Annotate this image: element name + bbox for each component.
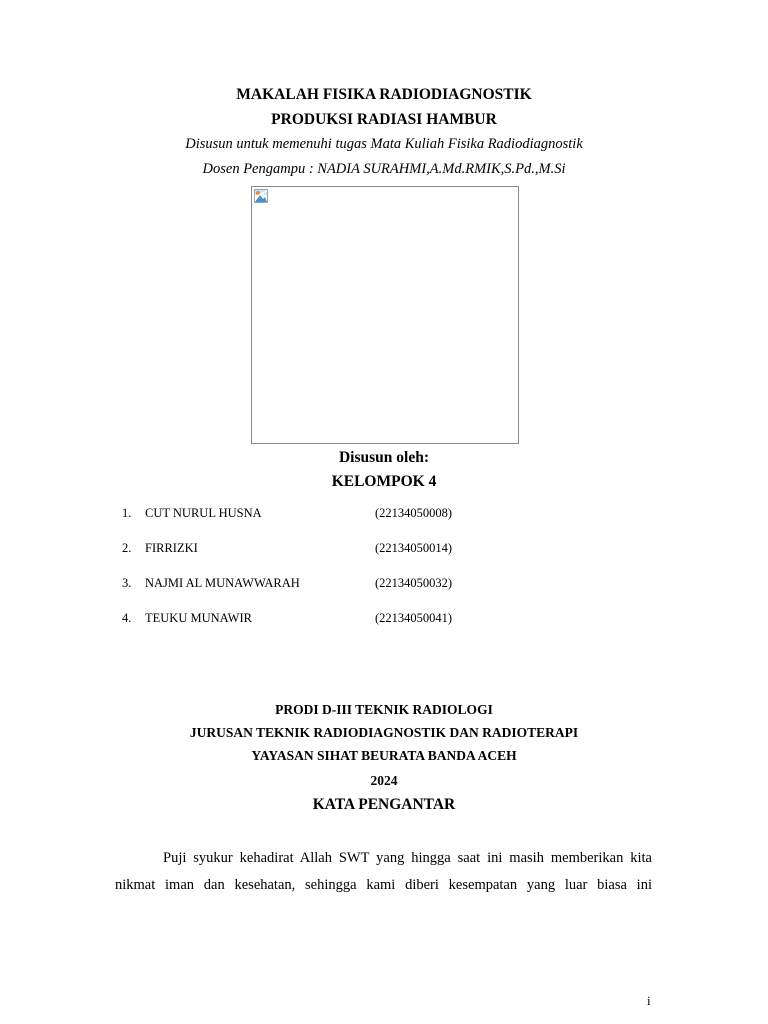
member-number: 2. xyxy=(122,541,132,555)
authors-label: Disusun oleh: xyxy=(338,449,430,466)
member-name: NAJMI AL MUNAWWARAH xyxy=(145,576,300,590)
member-name: CUT NURUL HUSNA xyxy=(145,506,262,520)
member-number: 1. xyxy=(122,506,132,520)
yayasan-line: YAYASAN SIHAT BEURATA BANDA ACEH xyxy=(251,748,517,763)
document-purpose: Disusun untuk memenuhi tugas Mata Kuliah Fisika Radiodiagnostik xyxy=(185,136,583,152)
cover-image-placeholder xyxy=(251,186,519,444)
section-heading: KATA PENGANTAR xyxy=(312,796,456,813)
member-number: 3. xyxy=(122,576,132,590)
member-number: 4. xyxy=(122,611,132,625)
member-id: (22134050014) xyxy=(375,541,453,555)
member-id: (22134050008) xyxy=(375,506,453,520)
broken-image-icon xyxy=(253,188,269,209)
page-number: i xyxy=(647,993,651,1008)
document-title: MAKALAH FISIKA RADIODIAGNOSTIK xyxy=(236,86,532,103)
year-line: 2024 xyxy=(370,773,398,788)
member-name: FIRRIZKI xyxy=(145,541,198,555)
member-id: (22134050032) xyxy=(375,576,453,590)
jurusan-line: JURUSAN TEKNIK RADIODIAGNOSTIK DAN RADIOTERAPI xyxy=(189,725,579,740)
group-name: KELOMPOK 4 xyxy=(331,473,437,490)
member-id: (22134050041) xyxy=(375,611,453,625)
body-paragraph: Puji syukur kehadirat Allah SWT yang hingga saat ini masih memberikan kita nikmat iman dan kesehatan, sehingga kami diberi kesempatan yang luar biasa ini xyxy=(115,850,652,893)
lecturer-line: Dosen Pengampu : NADIA SURAHMI,A.Md.RMIK,S.Pd.,M.Si xyxy=(202,161,566,177)
prodi-line: PRODI D-III TEKNIK RADIOLOGI xyxy=(275,702,493,717)
document-subtitle: PRODUKSI RADIASI HAMBUR xyxy=(271,111,497,128)
member-name: TEUKU MUNAWIR xyxy=(145,611,252,625)
